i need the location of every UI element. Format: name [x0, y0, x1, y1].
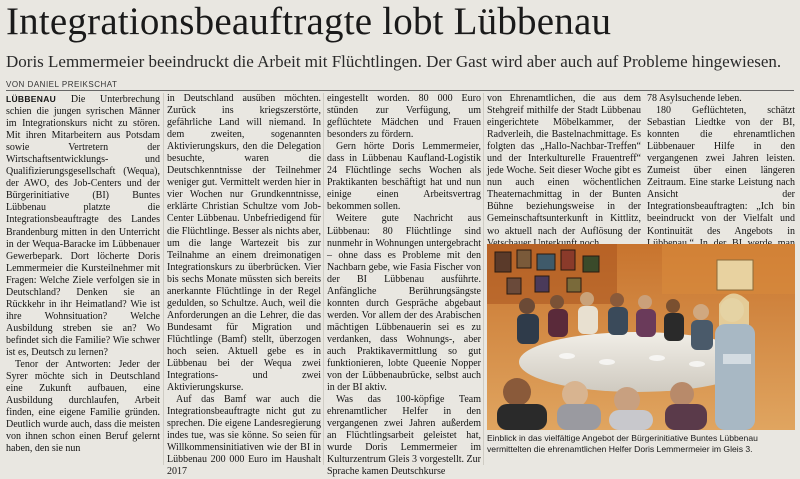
- article-column-3: [327, 93, 481, 478]
- article-column-2: [167, 93, 321, 478]
- body-paragraph: Tenor der Antworten: Jeder der Syrer möchte sich in Deutschland eine Zukunft aufbauen, eine Ausbildung durchlaufen, Arbeit finden, eine eigene Familie gründen. Deutlich wurde auch, dass die meisten von ihnen schon einen Beruf gelernt haben, den sie nun: [6, 359, 160, 455]
- dateline: LÜBBENAU: [6, 94, 57, 104]
- body-paragraph: Gern hörte Doris Lemmermeier, dass in Lübbenau Kaufland-Logistik 24 Flüchtlinge sechs Wochen als Praktikanten beschäftigt hat und nun einige einen Arbeitsvertrag bekommen sollen.: [327, 141, 481, 213]
- body-paragraph: von Ehrenamtlichen, die aus dem Stehgreif mithilfe der Stadt Lübbenau eingerichtete Möbelkammer, der Radverleih, die Bastelnachmittage. Es folgten das „Hallo-Nachbar-Treffen“ und der Interkulturelle Frauentreff“ jede Woche. Seit dieser Woche gibt es nun auch einen wöchentlichen Theaternachmittag in der Bunten Bühne beziehungsweise in der Gemeinschaftsunterkunft in Kittlitz, wo aktuell nach der Auflösung der: [487, 93, 641, 237]
- lead-paragraph: [6, 93, 160, 359]
- article-column-5: [647, 93, 795, 240]
- header-rule: [6, 90, 794, 91]
- column-divider: [483, 93, 484, 465]
- photo-group-meeting: [487, 244, 795, 430]
- column-divider: [163, 93, 164, 465]
- body-paragraph: Weitere gute Nachricht aus Lübbenau: 80 Flüchtlinge sind nunmehr in Wohnungen untergebracht – ohne dass es Probleme mit den Nachbarn gebe, wie Fasia Fischer von der BI Lübbenau ausführte. Anfängliche Berührungsängste konnten durch Gespräche abgebaut werden. Vor allem der des Arabischen mächtigen Lübbenauerin sei es zu verdanken, dass Wohnungs-, aber auch Praktikavermittlung so gut funktionieren, lobte Queenie Nopper von der Lübbenaubrücke, selbst auch in der BI aktiv.: [327, 213, 481, 394]
- column-divider: [323, 93, 324, 465]
- article-column-4: [487, 93, 641, 240]
- body-paragraph: 180 Geflüchteten, schätzt Sebastian Liedtke von der BI, konnten die ehrenamtlichen Lübbenauer Hilfe in den vergangenen zwei Jahren leisten. Zumeist über einen längeren Zeitraum. Eine starke Leistung nach Ansicht der Integrationsbeauftragten: „Ich bin beeindruckt von der Vielfalt und Kontinuität des Angebots in: [647, 105, 795, 237]
- body-paragraph: eingestellt worden. 80 000 Euro stünden zur Verfügung, um geflüchtete Mädchen und Frauen besonders zu fördern.: [327, 93, 481, 141]
- article-column-1: [6, 93, 160, 465]
- body-paragraph: Was das 100-köpfige Team ehrenamtlicher Helfer in den vergangenen zwei Jahren außerdem an Flüchtlingsarbeit geleistet hat, wurde Doris Lemmermeier im Kulturzentrum Gleis 3 vorgestellt. Zur Sprache kamen Deutschkurse: [327, 394, 481, 478]
- body-paragraph: in Deutschland ausüben möchten. Zurück ins kriegszerstörte, gefährliche Land will niemand. In dem zweiten, sogenannten Aktivierungskurs, den die Delegation besuchte, waren die Deutschkenntnisse der Teilnehmer weniger gut. Vermittelt werden hier in vier Wochen nur Grundkenntnisse, erklärte Christian Schultze vom Job-Center Lübbenau. Unbefriedigend für die Flüchtlinge. Besser als nichts aber, um die lange Wartezeit bis zur Teilnahme an einem dreimonatigen Integrationskurs zu überbrücken. Vier bis sechs Monate müssten sich bereits anerkannte Flüchtlinge in der Regel gedulden, so Schultze. Auch, weil die Anforderungen an die Lehrer, die das Bundesamt für Migration und Flüchtlinge (Bamf) stellt, überzogen hoch seien. Aktuell gebe es in Lübbenau bei der Wequa zwei Integrations- und zwei Aktivierungskurse.: [167, 93, 321, 394]
- body-paragraph: 78 Asylsuchende leben.: [647, 93, 742, 104]
- headline: Integrationsbeauftragte lobt Lübbenau: [6, 0, 612, 43]
- subheadline: Doris Lemmermeier beeindruckt die Arbeit mit Flüchtlingen. Der Gast wird aber auch auf Probleme hingewiesen.: [6, 52, 782, 71]
- lead-text: Die Unterbrechung schien die jungen syrischen Männer im Integrationskurs nicht zu stören. Mit ihren Mitarbeitern aus Potsdam sowie Vertretern der Wirtschaftsentwicklungs- und Qualifizierungsgesellschaft (Wequa), der AWO, des Job-Centers und der Bürgerinitiative (BI) Buntes Lübbenau platzte die Integrationsbeauftragte des Landes Brandenburg mitten in den Unterricht in der Wequa-Baracke im Lübbenauer Gewerbepark. Dort löcherte Doris Lemmermeier die Kursteilnehmer mit Fragen: Welche Ziele verfolgen sie in Deutschland? Denken sie an Rückkehr in ihr Heimatland? Wie ist ihre Wohnsituation? Welche Ausbildung streben sie an? Wo befindet sich die Familie? Wie schwer ist es, Deutsch zu lernen?: [6, 94, 160, 358]
- photo-caption: Einblick in das vielfältige Angebot der Bürgerinitiative Buntes Lübbenau vermittelten die ehrenamtlichen Helfer Doris Lemmermeier im Gleis 3.: [487, 433, 758, 454]
- body-paragraph: Auf das Bamf war auch die Integrationsbeauftragte nicht gut zu sprechen. Die eigene Landesregierung indes tue, was sie könne. So seien für Willkommensinitiativen wie der BI in Lübbenau 200 000 Euro im Haushalt 2017: [167, 394, 321, 478]
- byline: VON DANIEL PREIKSCHAT: [6, 80, 118, 89]
- article-photo: [487, 244, 795, 430]
